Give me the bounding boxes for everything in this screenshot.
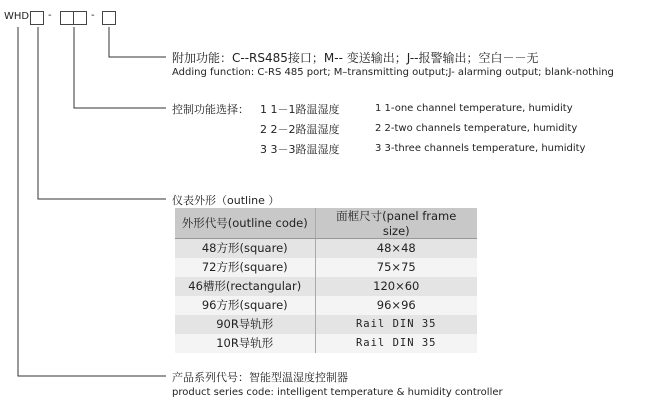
outline-table-header bbox=[175, 208, 477, 239]
code-box-outline bbox=[30, 11, 44, 25]
control-connector bbox=[74, 27, 166, 108]
outline-header-size: 面框尺寸(panel frame size) bbox=[315, 208, 477, 239]
outline-size: Rail DIN 35 bbox=[315, 315, 477, 334]
outline-code: 48方形(square) bbox=[175, 239, 315, 258]
control-option-2-cn: 2 2－2路温湿度 bbox=[260, 123, 340, 136]
series-connector bbox=[18, 27, 166, 376]
code-box-control-2 bbox=[73, 11, 87, 25]
control-option-1-cn: 1 1－1路温湿度 bbox=[260, 103, 340, 116]
control-option-2-en: 2 2-two channels temperature, humidity bbox=[375, 123, 578, 134]
outline-code: 90R导轨形 bbox=[175, 315, 315, 334]
code-box-control-1 bbox=[60, 11, 74, 25]
outline-connector bbox=[38, 27, 166, 199]
outline-header-code: 外形代号(outline code) bbox=[175, 208, 315, 239]
control-option-1-en: 1 1-one channel temperature, humidity bbox=[375, 103, 573, 114]
series-cn: 产品系列代号：智能型温湿度控制器 bbox=[172, 371, 348, 384]
outline-title: 仪表外形（outline ） bbox=[172, 194, 280, 207]
table-row bbox=[175, 296, 477, 315]
table-row bbox=[175, 258, 477, 277]
outline-size: Rail DIN 35 bbox=[315, 334, 477, 353]
code-box-adding bbox=[102, 11, 116, 25]
table-row bbox=[175, 239, 477, 258]
outline-code: 96方形(square) bbox=[175, 296, 315, 315]
outline-size: 75×75 bbox=[315, 258, 477, 277]
control-label: 控制功能选择： bbox=[172, 103, 249, 116]
outline-code: 72方形(square) bbox=[175, 258, 315, 277]
outline-code: 46槽形(rectangular) bbox=[175, 277, 315, 296]
adding-connector bbox=[109, 27, 166, 57]
series-en: product series code: intelligent temperature & humidity controller bbox=[172, 387, 503, 398]
outline-code: 10R导轨形 bbox=[175, 334, 315, 353]
code-dash-2: - bbox=[91, 10, 95, 21]
outline-size: 48×48 bbox=[315, 239, 477, 258]
code-dash-1: - bbox=[48, 10, 52, 21]
control-option-3-cn: 3 3－3路温湿度 bbox=[260, 143, 340, 156]
outline-table bbox=[175, 208, 477, 353]
model-prefix: WHD bbox=[4, 11, 30, 22]
table-row bbox=[175, 315, 477, 334]
adding-function-en: Adding function: C-RS 485 port; M–transmitting output;J- alarming output; blank-nothing bbox=[172, 67, 614, 78]
adding-function-cn: 附加功能：C--RS485接口；M-- 变送输出；J--报警输出；空白－－无 bbox=[172, 51, 539, 65]
outline-size: 120×60 bbox=[315, 277, 477, 296]
control-option-3-en: 3 3-three channels temperature, humidity bbox=[375, 143, 586, 154]
table-row bbox=[175, 334, 477, 353]
outline-size: 96×96 bbox=[315, 296, 477, 315]
table-row bbox=[175, 277, 477, 296]
